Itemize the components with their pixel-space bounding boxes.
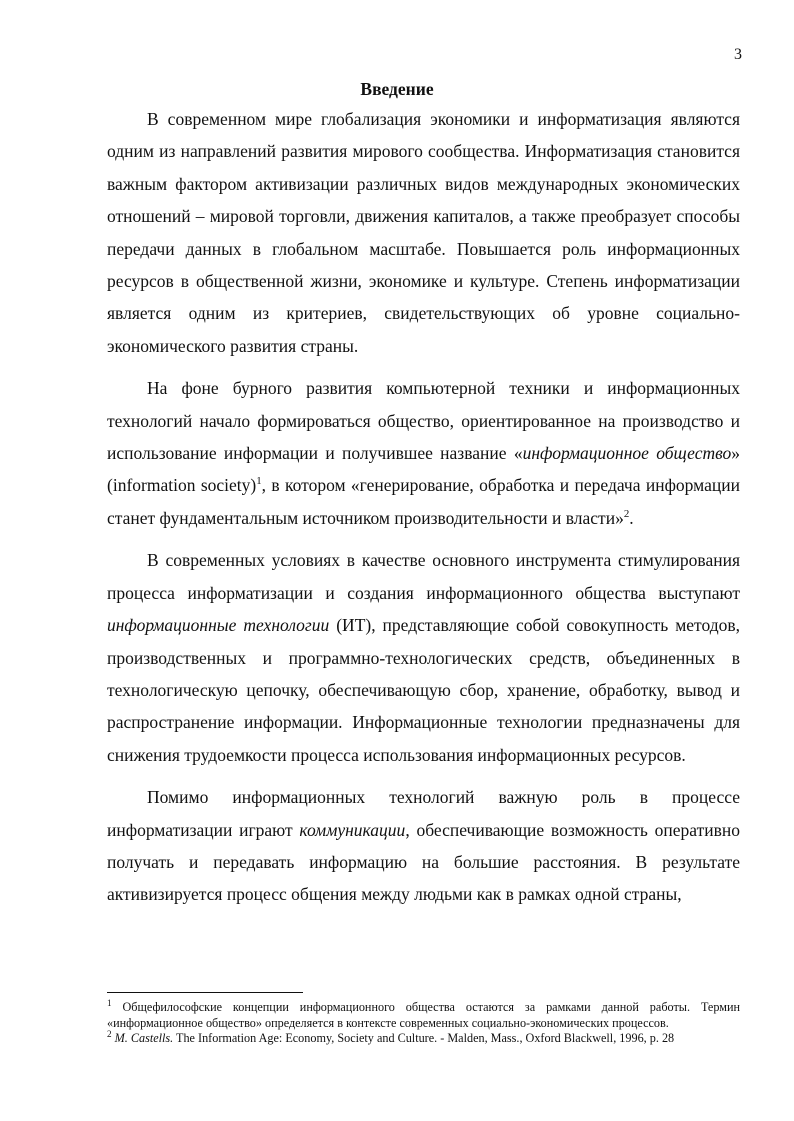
footnote-separator (107, 992, 303, 993)
footnote-marker: 1 (107, 997, 112, 1008)
footnote-marker: 2 (107, 1028, 112, 1039)
italic-term: информационное общество (522, 443, 732, 464)
paragraph-2 (107, 372, 740, 534)
text-run: . (629, 507, 634, 528)
text-run: Помимо информационных технологий важную роль в процессе информатизации играют (107, 787, 740, 840)
paragraph-3 (107, 544, 740, 771)
paragraph-1 (107, 103, 740, 362)
text-run: , обеспечивающие возможность оперативно получать и передавать информацию на большие расстояния. В результате активизируется процесс общения между людьми как в рамках одной страны, (107, 819, 740, 905)
footnote-1 (107, 997, 740, 1031)
page-number: 3 (734, 46, 742, 63)
footnotes (107, 997, 740, 1047)
italic-term: M. Castells. (114, 1031, 174, 1045)
text-run: (ИТ), представляющие собой совокупность методов, производственных и программно-технологических средств, объединенных в технологическую цепочку, обеспечивающую сбор, хранение, обработку, вывод и распространение информации. Информационные технологии предназначены для снижения трудоемкости процесса использования информационных ресурсов. (107, 615, 740, 765)
section-heading: Введение (360, 79, 434, 99)
footnote-marker: 1 (256, 475, 262, 488)
text-run: The Information Age: Economy, Society and Culture. - Malden, Mass., Oxford Blackwell, 1996, p. 28 (173, 1031, 675, 1045)
text-run: » (information society) (107, 443, 740, 496)
italic-term: коммуникации (299, 819, 406, 840)
text-run: В современном мире глобализация экономики и информатизация являются одним из направлений развития мирового сообщества. Информатизация становится важным фактором активизации различных видов международных экономических отношений – мировой торговли, движения капиталов, а также преобразует способы передачи данных в глобальном масштабе. Повышается роль информационных ресурсов в общественной жизни, экономике и культуре. Степень информатизации является одним из критериев, свидетельствующих об уровне социально-экономического развития страны. (107, 109, 740, 356)
italic-term: информационные технологии (107, 615, 330, 636)
text-run: , в котором «генерирование, обработка и передача информации станет фундаментальным источником производительности и власти» (107, 475, 740, 528)
text-run: Общефилософские концепции информационного общества остаются за рамками данной работы. Термин «информационное общество» определяется в контексте современных социально-экономических процессов. (107, 1000, 740, 1030)
footnote-marker: 2 (623, 508, 630, 521)
main-text (107, 103, 740, 911)
text-run: В современных условиях в качестве основного инструмента стимулирования процесса информатизации и создания информационного общества выступают (107, 550, 740, 603)
paragraph-4 (107, 781, 740, 911)
text-run: На фоне бурного развития компьютерной техники и информационных технологий начало формироваться общество, ориентированное на производство и использование информации и получившее название « (107, 378, 740, 464)
footnote-2 (107, 1028, 740, 1047)
